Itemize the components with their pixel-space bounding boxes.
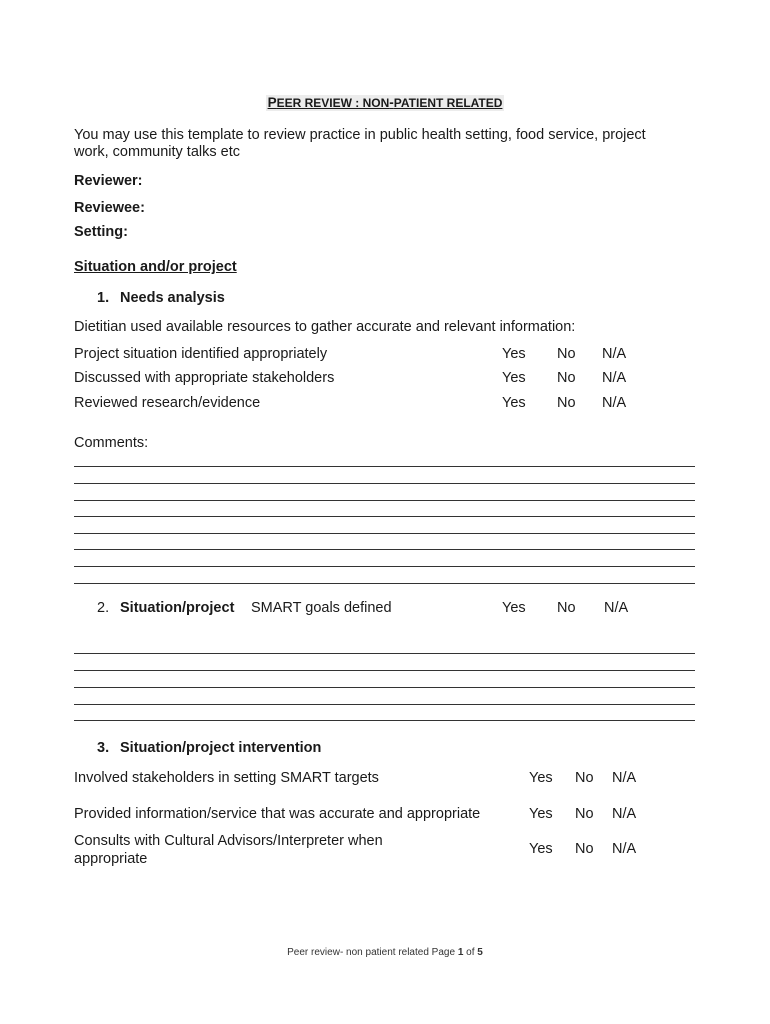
comments-label: Comments: [74, 435, 149, 451]
q1-lead: Dietitian used available resources to gather accurate and relevant information: [74, 319, 576, 335]
q1-item-no[interactable]: No [557, 395, 576, 411]
q1-item-yes[interactable]: Yes [502, 395, 526, 411]
q1-item-no[interactable]: No [557, 370, 576, 386]
q3-item-yes[interactable]: Yes [529, 841, 553, 857]
q2-na[interactable]: N/A [604, 600, 629, 616]
q3-item-no[interactable]: No [575, 770, 594, 786]
setting-label: Setting: [74, 224, 128, 240]
section-heading: Situation and/or project [74, 259, 237, 275]
page-title: PEER REVIEW : NON-PATIENT RELATED [267, 95, 503, 110]
comment-line[interactable] [74, 549, 695, 550]
q1-item-na[interactable]: N/A [602, 370, 627, 386]
q3-item-no[interactable]: No [575, 841, 594, 857]
q1-number: 1. [97, 290, 110, 306]
q1-item-na[interactable]: N/A [602, 346, 627, 362]
comment-line[interactable] [74, 533, 695, 534]
q2-number: 2. [97, 600, 110, 616]
q2-no[interactable]: No [557, 600, 576, 616]
q2-heading: Situation/project [120, 600, 235, 616]
comment-line[interactable] [74, 653, 695, 654]
page-footer: Peer review- non patient related Page 1 of 5 [287, 947, 483, 958]
q1-item-yes[interactable]: Yes [502, 346, 526, 362]
q3-item-yes[interactable]: Yes [529, 770, 553, 786]
intro-line-1: You may use this template to review practice in public health setting, food service, project [74, 127, 646, 143]
q1-item-label: Reviewed research/evidence [74, 395, 261, 411]
q3-item-yes[interactable]: Yes [529, 806, 553, 822]
comment-line[interactable] [74, 720, 695, 721]
q3-number: 3. [97, 740, 110, 756]
comment-line[interactable] [74, 670, 695, 671]
comment-line[interactable] [74, 500, 695, 501]
reviewee-label: Reviewee: [74, 200, 145, 216]
q3-item-label: Involved stakeholders in setting SMART targets [74, 770, 379, 786]
q3-item-na[interactable]: N/A [612, 770, 637, 786]
q1-item-label: Project situation identified appropriately [74, 346, 328, 362]
comment-line[interactable] [74, 687, 695, 688]
comment-line[interactable] [74, 704, 695, 705]
comment-line[interactable] [74, 483, 695, 484]
q3-item-label-line-2: appropriate [74, 851, 148, 867]
q3-heading: Situation/project intervention [120, 740, 322, 756]
q1-item-label: Discussed with appropriate stakeholders [74, 370, 335, 386]
reviewer-label: Reviewer: [74, 173, 143, 189]
q2-label: SMART goals defined [251, 600, 392, 616]
q2-yes[interactable]: Yes [502, 600, 526, 616]
comment-line[interactable] [74, 466, 695, 467]
q1-item-no[interactable]: No [557, 346, 576, 362]
comment-line[interactable] [74, 583, 695, 584]
q3-item-na[interactable]: N/A [612, 806, 637, 822]
q1-item-yes[interactable]: Yes [502, 370, 526, 386]
q3-item-label-line-1: Consults with Cultural Advisors/Interpreter when [74, 833, 383, 849]
intro-line-2: work, community talks etc [74, 144, 240, 160]
q3-item-no[interactable]: No [575, 806, 594, 822]
q1-item-na[interactable]: N/A [602, 395, 627, 411]
q1-heading: Needs analysis [120, 290, 225, 306]
q3-item-na[interactable]: N/A [612, 841, 637, 857]
comment-line[interactable] [74, 516, 695, 517]
comment-line[interactable] [74, 566, 695, 567]
q3-item-label: Provided information/service that was accurate and appropriate [74, 806, 481, 822]
